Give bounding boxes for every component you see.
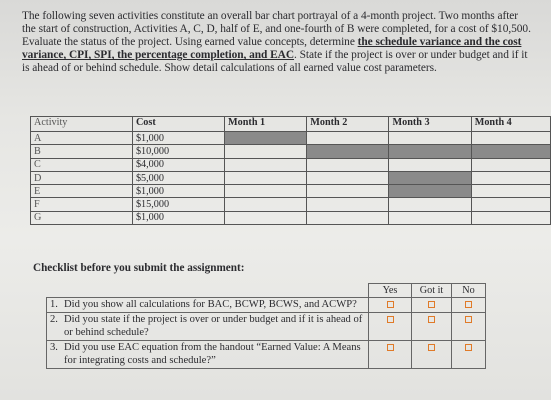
no-checkbox[interactable] (465, 301, 472, 308)
cost-cell: $10,000 (132, 145, 224, 158)
yes-checkbox[interactable] (387, 316, 394, 323)
month-bar-filled (389, 145, 471, 158)
checklist-title: Checklist before you submit the assignment: (33, 262, 245, 274)
month-cell-empty (225, 198, 307, 211)
question-number: 2. (50, 314, 58, 326)
header-month-1: Month 1 (225, 117, 307, 132)
activity-row (31, 185, 551, 198)
header-got-it: Got it (412, 284, 452, 298)
activity-cell: G (31, 211, 133, 224)
cost-cell: $1,000 (132, 185, 224, 198)
paragraph-part1: The following seven activities constitute an overall bar chart portrayal of a 4-month project. Two months after the start of construction, Activities A, C, D, half of E, and one-fourth of B were completed, for a cost of $10,500. Evaluate the status of the project. Using earned value concepts, determine (22, 10, 531, 49)
activity-row (31, 211, 551, 224)
month-bar-filled (225, 132, 307, 145)
month-cell-empty (307, 132, 389, 145)
gantt-table (30, 116, 551, 225)
yes-checkbox[interactable] (387, 344, 394, 351)
header-cost: Cost (132, 117, 224, 132)
month-cell-empty (225, 171, 307, 184)
paragraph-part2: . State if the project is over or under budget and if it is ahead of or behind schedule. Show detail calculations of all earned value cost parameters. (22, 49, 528, 75)
month-cell-empty (307, 158, 389, 171)
activity-cell: B (31, 145, 133, 158)
checkbox-cell (452, 341, 486, 369)
checkbox-cell (412, 341, 452, 369)
activity-cell: C (31, 158, 133, 171)
checkbox-cell (369, 313, 412, 341)
header-yes: Yes (369, 284, 412, 298)
month-cell-empty (307, 198, 389, 211)
month-cell-empty (389, 211, 471, 224)
activity-row (31, 145, 551, 158)
cost-cell: $1,000 (132, 132, 224, 145)
checklist-header-blank (47, 284, 369, 298)
activity-row (31, 158, 551, 171)
checklist-body (47, 298, 486, 369)
checklist-question (47, 341, 369, 369)
checkbox-cell (369, 341, 412, 369)
activity-cell: A (31, 132, 133, 145)
month-cell-empty (389, 158, 471, 171)
checklist-table (46, 283, 486, 369)
month-bar-filled (307, 145, 389, 158)
activity-cell: F (31, 198, 133, 211)
yes-checkbox[interactable] (387, 301, 394, 308)
month-cell-empty (471, 158, 550, 171)
month-cell-empty (225, 145, 307, 158)
checklist-item-row (47, 298, 486, 313)
month-cell-empty (389, 132, 471, 145)
assignment-paragraph (22, 10, 532, 75)
month-cell-empty (389, 198, 471, 211)
month-cell-empty (307, 185, 389, 198)
activity-row (31, 198, 551, 211)
header-month-3: Month 3 (389, 117, 471, 132)
activity-cell: D (31, 171, 133, 184)
activity-row (31, 171, 551, 184)
activity-cell: E (31, 185, 133, 198)
question-number: 3. (50, 342, 58, 354)
checklist-question (47, 313, 369, 341)
month-cell-empty (471, 185, 550, 198)
month-cell-empty (471, 171, 550, 184)
month-bar-filled (471, 145, 550, 158)
month-cell-empty (471, 132, 550, 145)
checkbox-cell (412, 313, 452, 341)
gantt-header-row (31, 117, 551, 132)
checklist-question (47, 298, 369, 313)
cost-cell: $5,000 (132, 171, 224, 184)
month-cell-empty (307, 171, 389, 184)
month-cell-empty (471, 211, 550, 224)
no-checkbox[interactable] (465, 344, 472, 351)
month-bar-filled (389, 185, 471, 198)
got-it-checkbox[interactable] (428, 316, 435, 323)
checklist-item-row (47, 313, 486, 341)
cost-cell: $15,000 (132, 198, 224, 211)
header-activity: Activity (31, 117, 133, 132)
question-number: 1. (50, 299, 58, 310)
month-cell-empty (225, 158, 307, 171)
month-cell-empty (225, 185, 307, 198)
header-month-2: Month 2 (307, 117, 389, 132)
cost-cell: $4,000 (132, 158, 224, 171)
no-checkbox[interactable] (465, 316, 472, 323)
got-it-checkbox[interactable] (428, 301, 435, 308)
checkbox-cell (412, 298, 452, 313)
month-cell-empty (225, 211, 307, 224)
checklist-header-row (47, 284, 486, 298)
checklist-item-row (47, 341, 486, 369)
checkbox-cell (452, 298, 486, 313)
question-text: Did you state if the project is over or under budget and if it is ahead of or behind schedule? (64, 314, 363, 338)
header-month-4: Month 4 (471, 117, 550, 132)
month-cell-empty (307, 211, 389, 224)
month-cell-empty (471, 198, 550, 211)
got-it-checkbox[interactable] (428, 344, 435, 351)
month-bar-filled (389, 171, 471, 184)
gantt-body (31, 132, 551, 225)
cost-cell: $1,000 (132, 211, 224, 224)
header-no: No (452, 284, 486, 298)
activity-row (31, 132, 551, 145)
question-text: Did you use EAC equation from the handout “Earned Value: A Means for integrating costs and schedule?” (64, 342, 361, 366)
checkbox-cell (369, 298, 412, 313)
question-text: Did you show all calculations for BAC, BCWP, BCWS, and ACWP? (64, 299, 357, 310)
checkbox-cell (452, 313, 486, 341)
paragraph-bold-requirements: the schedule variance and the cost variance, CPI, SPI, the percentage completion, and EAC (22, 36, 522, 62)
